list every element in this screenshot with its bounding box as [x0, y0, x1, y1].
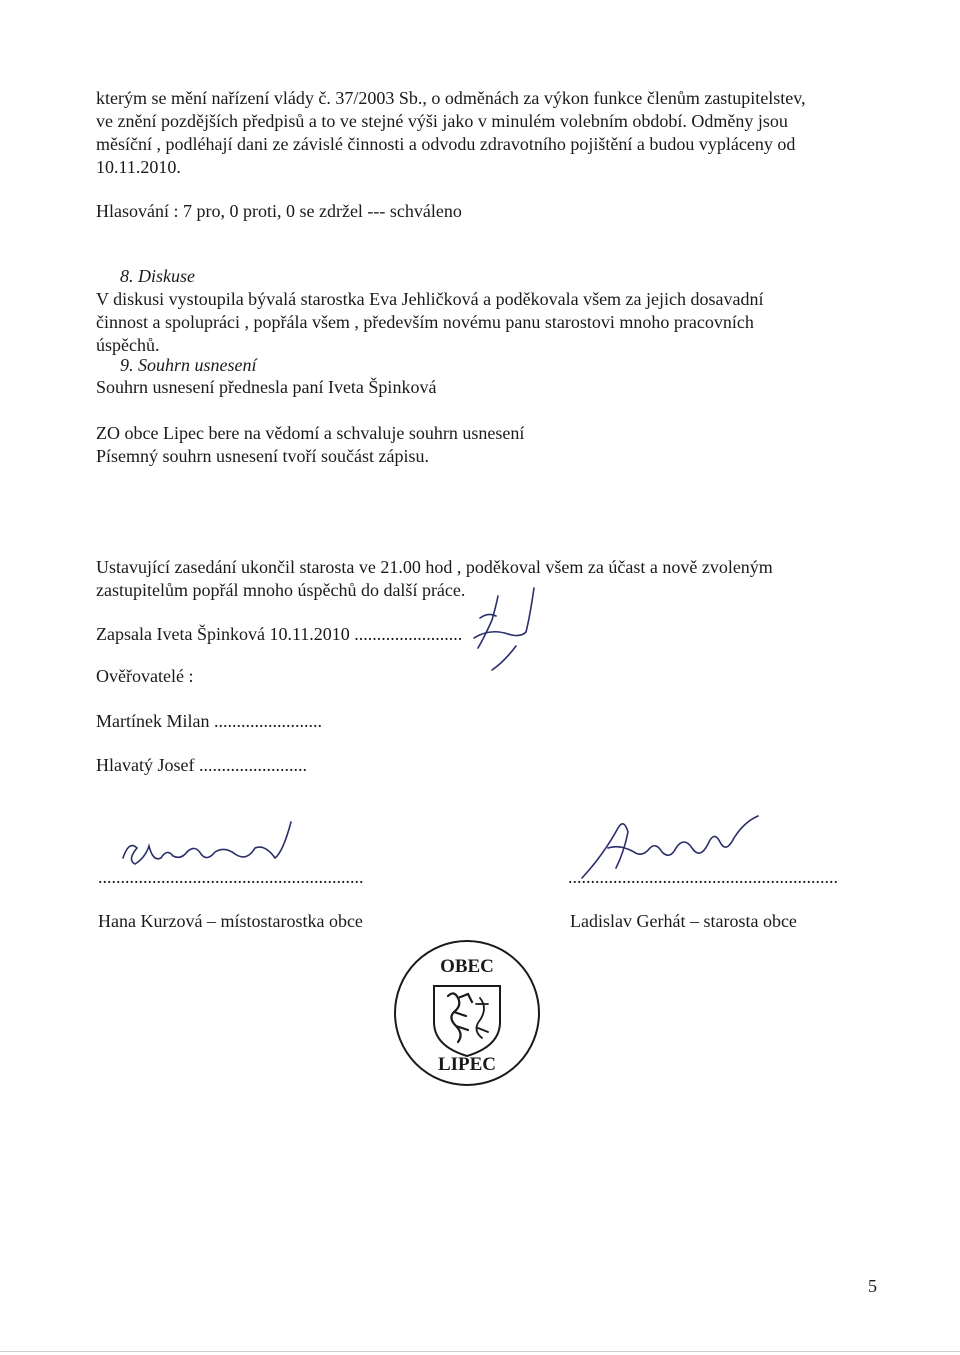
- section-8-line: úspěchů.: [96, 335, 160, 355]
- section-8-line: činnost a spolupráci , popřála všem , především novému panu starostovi mnoho pracovních: [96, 312, 754, 332]
- paragraph-line: měsíční , podléhají dani ze závislé činnosti a odvodu zdravotního pojištění a budou vypláceny od: [96, 134, 796, 154]
- verifier-line: Hlavatý Josef ........................: [96, 755, 307, 775]
- resolution-line: ZO obce Lipec bere na vědomí a schvaluje souhrn usnesení: [96, 423, 525, 443]
- verifiers-label: Ověřovatelé :: [96, 666, 194, 686]
- signature-line-right: ............................................................: [568, 867, 838, 887]
- mayor-name: Ladislav Gerhát – starosta obce: [570, 911, 797, 931]
- seal-text-bottom: LIPEC: [437, 1054, 497, 1075]
- seal-text-top: OBEC: [440, 956, 494, 977]
- recorded-by: Zapsala Iveta Špinková 10.11.2010 ........................: [96, 624, 463, 644]
- closing-line: Ustavující zasedání ukončil starosta ve 21.00 hod , poděkoval všem za účast a nově zvoleným: [96, 557, 773, 577]
- coat-of-arms-icon: [434, 986, 500, 1056]
- page-edge-divider: [0, 1351, 960, 1352]
- section-8-heading: 8. Diskuse: [120, 266, 195, 286]
- closing-line: zastupitelům popřál mnoho úspěchů do další práce.: [96, 580, 466, 600]
- section-9-heading: 9. Souhrn usnesení: [120, 355, 257, 375]
- vote-result: Hlasování : 7 pro, 0 proti, 0 se zdržel --- schváleno: [96, 201, 462, 221]
- section-9-line: Souhrn usnesení přednesla paní Iveta Špinková: [96, 377, 437, 397]
- recorder-signature: [430, 576, 540, 676]
- paragraph-line: kterým se mění nařízení vlády č. 37/2003 Sb., o odměnách za výkon funkce členům zastupitelstev,: [96, 88, 806, 108]
- section-8-line: V diskusi vystoupila bývalá starostka Eva Jehličková a poděkovala všem za jejich dosavadní: [96, 289, 764, 309]
- deputy-name: Hana Kurzová – místostarostka obce: [98, 911, 363, 931]
- paragraph-line: ve znění pozdějších předpisů a to ve stejné výši jako v minulém volebním období. Odměny jsou: [96, 111, 788, 131]
- signature-line-left: ...........................................................: [98, 867, 364, 887]
- resolution-line: Písemný souhrn usnesení tvoří součást zápisu.: [96, 446, 429, 466]
- verifier-line: Martínek Milan ........................: [96, 711, 322, 731]
- paragraph-line: 10.11.2010.: [96, 157, 181, 177]
- municipal-seal: [392, 938, 542, 1088]
- page-number: 5: [868, 1276, 877, 1296]
